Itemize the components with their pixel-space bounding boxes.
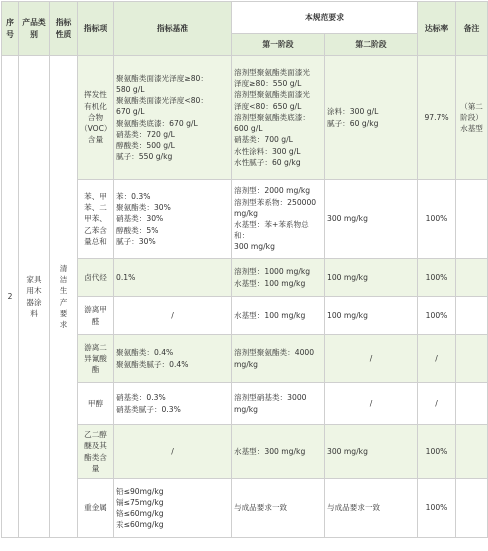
remark [456, 297, 488, 335]
indicator-basis-line: 聚氨酯类底漆：670 g/L [116, 118, 198, 128]
indicator-basis-line: 硝基类腻子：0.3% [116, 404, 181, 414]
header-remark: 备注 [456, 2, 488, 56]
stage1-requirement-line: 水基型：100 mg/kg [234, 278, 306, 288]
stage1-requirement [232, 479, 325, 538]
indicator-basis-line: 腻子：30% [116, 236, 156, 246]
indicator-item: 甲醇 [78, 383, 114, 425]
indicator-basis-line: 聚氨酯类腻子：0.4% [116, 359, 189, 369]
indicator-basis-line: 580 g/L [116, 84, 145, 94]
indicator-basis [114, 297, 232, 335]
header-row [2, 2, 488, 34]
stage2-requirement [325, 335, 418, 383]
indicator-basis [114, 259, 232, 297]
stage1-requirement [232, 383, 325, 425]
stage2-requirement [325, 425, 418, 479]
indicator-basis-line: 0.1% [116, 272, 136, 282]
indicator-basis-line: 硝基类：30% [116, 214, 164, 224]
stage1-requirement-line: 300 mg/kg [234, 242, 275, 252]
indicator-item: 卤代烃 [78, 259, 114, 297]
stage1-requirement-line: mg/kg [234, 404, 258, 414]
stage2-requirement-line: 涂料：300 g/L [327, 107, 379, 117]
stage1-requirement-line: 溶剂型聚氨酯类面漆光 [234, 67, 310, 77]
indicator-item: 乙二醇 醚及其 酯类含 量 [78, 425, 114, 479]
stage1-requirement-line: 溶剂型硝基类：3000 [234, 393, 307, 403]
stage2-requirement [325, 180, 418, 259]
indicator-basis-line: 硝基类：0.3% [116, 393, 166, 403]
indicator-basis-line: 汞≤60mg/kg [116, 520, 164, 530]
indicator-basis-line: 铬≤60mg/kg [116, 509, 164, 518]
stage2-requirement-line: 与成品要求一致 [327, 503, 381, 513]
header-nature: 指标性质 [50, 2, 78, 56]
compliance-rate: 100% [418, 259, 456, 297]
indicator-basis-line: 醇酸类：500 g/L [116, 140, 175, 150]
indicator-item: 游离甲 醛 [78, 297, 114, 335]
stage1-requirement-line: 水基型：苯+苯系物总和： [234, 220, 309, 241]
stage1-requirement [232, 297, 325, 335]
header-basis: 指标基准 [114, 2, 232, 56]
indicator-basis-line: 镉≤75mg/kg [116, 497, 164, 507]
indicator-item: 游离二 异氰酸 酯 [78, 335, 114, 383]
compliance-rate: 100% [418, 479, 456, 538]
stage1-requirement-line: mg/kg [234, 208, 258, 218]
compliance-rate: 100% [418, 297, 456, 335]
indicator-basis-line: / [171, 310, 174, 320]
stage1-requirement [232, 56, 325, 180]
stage1-requirement-line: 溶剂型聚氨酯类：4000 [234, 348, 315, 358]
stage1-requirement [232, 259, 325, 297]
row-seq: 2 [2, 56, 19, 538]
compliance-rate: / [418, 335, 456, 383]
header-seq: 序号 [2, 2, 19, 56]
indicator-basis-line: 铅≤90mg/kg [116, 486, 164, 496]
header-category: 产品类别 [19, 2, 50, 56]
row-category: 家具用木器涂料 [19, 56, 50, 538]
standards-table [1, 1, 488, 538]
remark [456, 479, 488, 538]
stage1-requirement-line: 泽度≥80：550 g/L [234, 79, 302, 89]
stage1-requirement-line: 与成品要求一致 [234, 503, 288, 513]
stage2-requirement-line: 100 mg/kg [327, 310, 368, 320]
stage2-requirement-line: 300 mg/kg [327, 446, 368, 456]
stage1-requirement [232, 180, 325, 259]
stage1-requirement-line: 溶剂型苯系物：250000 [234, 197, 317, 207]
header-stage2: 第二阶段 [325, 34, 418, 56]
compliance-rate: 100% [418, 425, 456, 479]
indicator-basis-line: 聚氨酯类：0.4% [116, 348, 174, 358]
stage1-requirement-line: 溶剂型：1000 mg/kg [234, 267, 311, 277]
stage1-requirement-line: 泽度<80：650 g/L [234, 101, 302, 111]
stage2-requirement-line: / [369, 353, 373, 363]
stage1-requirement-line: 水基型：300 mg/kg [234, 446, 306, 456]
stage2-requirement-line: 300 mg/kg [327, 214, 368, 224]
remark [456, 335, 488, 383]
indicator-basis-line: 聚氨酯类面漆光泽度<80： [116, 96, 208, 106]
indicator-basis-line: 聚氨酯类面漆光泽度≥80： [116, 73, 208, 83]
indicator-basis [114, 383, 232, 425]
header-item: 指标项 [78, 2, 114, 56]
indicator-basis-line: / [171, 446, 174, 456]
indicator-item: 重金属 [78, 479, 114, 538]
indicator-item: 苯、甲 苯、二 甲苯、 乙苯含 量总和 [78, 180, 114, 259]
indicator-basis-line: 腻子：550 g/kg [116, 152, 173, 162]
remark [456, 259, 488, 297]
header-stage1: 第一阶段 [232, 34, 325, 56]
stage2-requirement-line: 100 mg/kg [327, 272, 368, 282]
row-nature: 清洁生产要求 [50, 56, 78, 538]
indicator-basis-line: 苯：0.3% [116, 191, 151, 201]
stage2-requirement-line: / [369, 398, 373, 408]
indicator-item: 挥发性 有机化 合物 （VOC） 含量 [78, 56, 114, 180]
stage2-requirement [325, 479, 418, 538]
stage2-requirement [325, 56, 418, 180]
header-requirement: 本规范要求 [232, 2, 418, 34]
stage2-requirement-line: 腻子：60 g/kg [327, 118, 379, 128]
stage1-requirement-line: 溶剂型聚氨酯类底漆：600 g/L [234, 112, 310, 134]
indicator-basis [114, 335, 232, 383]
remark [456, 383, 488, 425]
stage1-requirement-line: 硝基类：700 g/L [234, 135, 293, 145]
stage1-requirement-line: 水性腻子：60 g/kg [234, 157, 301, 167]
remark: （第二阶段）水基型 [456, 56, 488, 180]
indicator-basis-line: 硝基类：720 g/L [116, 129, 175, 139]
stage2-requirement [325, 297, 418, 335]
stage2-requirement [325, 259, 418, 297]
indicator-basis-line: 聚氨酯类：30% [116, 203, 171, 213]
stage1-requirement-line: 水基型：100 mg/kg [234, 310, 306, 320]
stage2-requirement [325, 383, 418, 425]
stage1-requirement-line: mg/kg [234, 359, 258, 369]
table-row [2, 56, 488, 180]
compliance-rate: 97.7% [418, 56, 456, 180]
indicator-basis [114, 180, 232, 259]
indicator-basis [114, 425, 232, 479]
indicator-basis-line: 醇酸类：5% [116, 225, 159, 235]
compliance-rate: 100% [418, 180, 456, 259]
stage1-requirement-line: 溶剂型：2000 mg/kg [234, 186, 311, 196]
stage1-requirement [232, 425, 325, 479]
compliance-rate: / [418, 383, 456, 425]
remark [456, 180, 488, 259]
remark [456, 425, 488, 479]
indicator-basis-line: 670 g/L [116, 107, 145, 117]
stage1-requirement-line: 溶剂型聚氨酯类面漆光 [234, 90, 310, 100]
indicator-basis [114, 56, 232, 180]
stage1-requirement [232, 335, 325, 383]
stage1-requirement-line: 水性涂料：300 g/L [234, 146, 301, 156]
indicator-basis [114, 479, 232, 538]
header-rate: 达标率 [418, 2, 456, 56]
